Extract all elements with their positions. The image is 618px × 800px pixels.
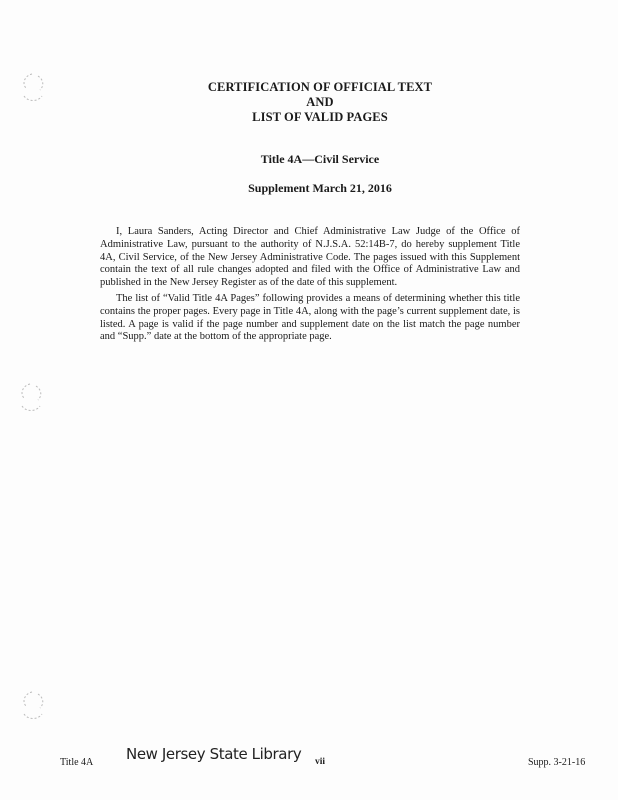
footer-page-number: vii	[315, 757, 326, 767]
footer-supplement-date: Supp. 3-21-16	[528, 757, 586, 768]
certification-paragraph	[100, 226, 520, 295]
punch-hole-mark-middle	[16, 382, 46, 416]
title-line: Title 4A—Civil Service	[260, 152, 380, 166]
heading-line-2: AND	[306, 95, 334, 109]
supplement-date-line: Supplement March 21, 2016	[248, 181, 392, 195]
punch-hole-mark-bottom	[18, 690, 48, 724]
paragraph-1: I, Laura Sanders, Acting Director and Chief Administrative Law Judge of the Office of Administrative Law, pursuant to the authority of N.J.S.A. 52:14B-7, do hereby supplement Title 4A, Civil Service, of the New Jersey Administrative Code. The pages issued with this Supplement contain the text of all rule changes adopted and filed with the Office of Administrative Law and published in the New Jersey Register as of the date of this supplement.	[100, 226, 520, 289]
valid-pages-paragraph	[100, 293, 520, 349]
library-stamp: New Jersey State Library	[126, 745, 302, 763]
footer-title: Title 4A	[60, 757, 94, 768]
document-heading	[0, 80, 618, 125]
heading-line-3: LIST OF VALID PAGES	[252, 110, 388, 124]
paragraph-2: The list of “Valid Title 4A Pages” following provides a means of determining whether this title contains the proper pages. Every page in Title 4A, along with the page’s current supplement date, is listed. A page is valid if the page number and supplement date on the list match the page number and “Supp.” date at the bottom of the appropriate page.	[100, 293, 520, 343]
heading-line-1: CERTIFICATION OF OFFICIAL TEXT	[207, 80, 433, 94]
